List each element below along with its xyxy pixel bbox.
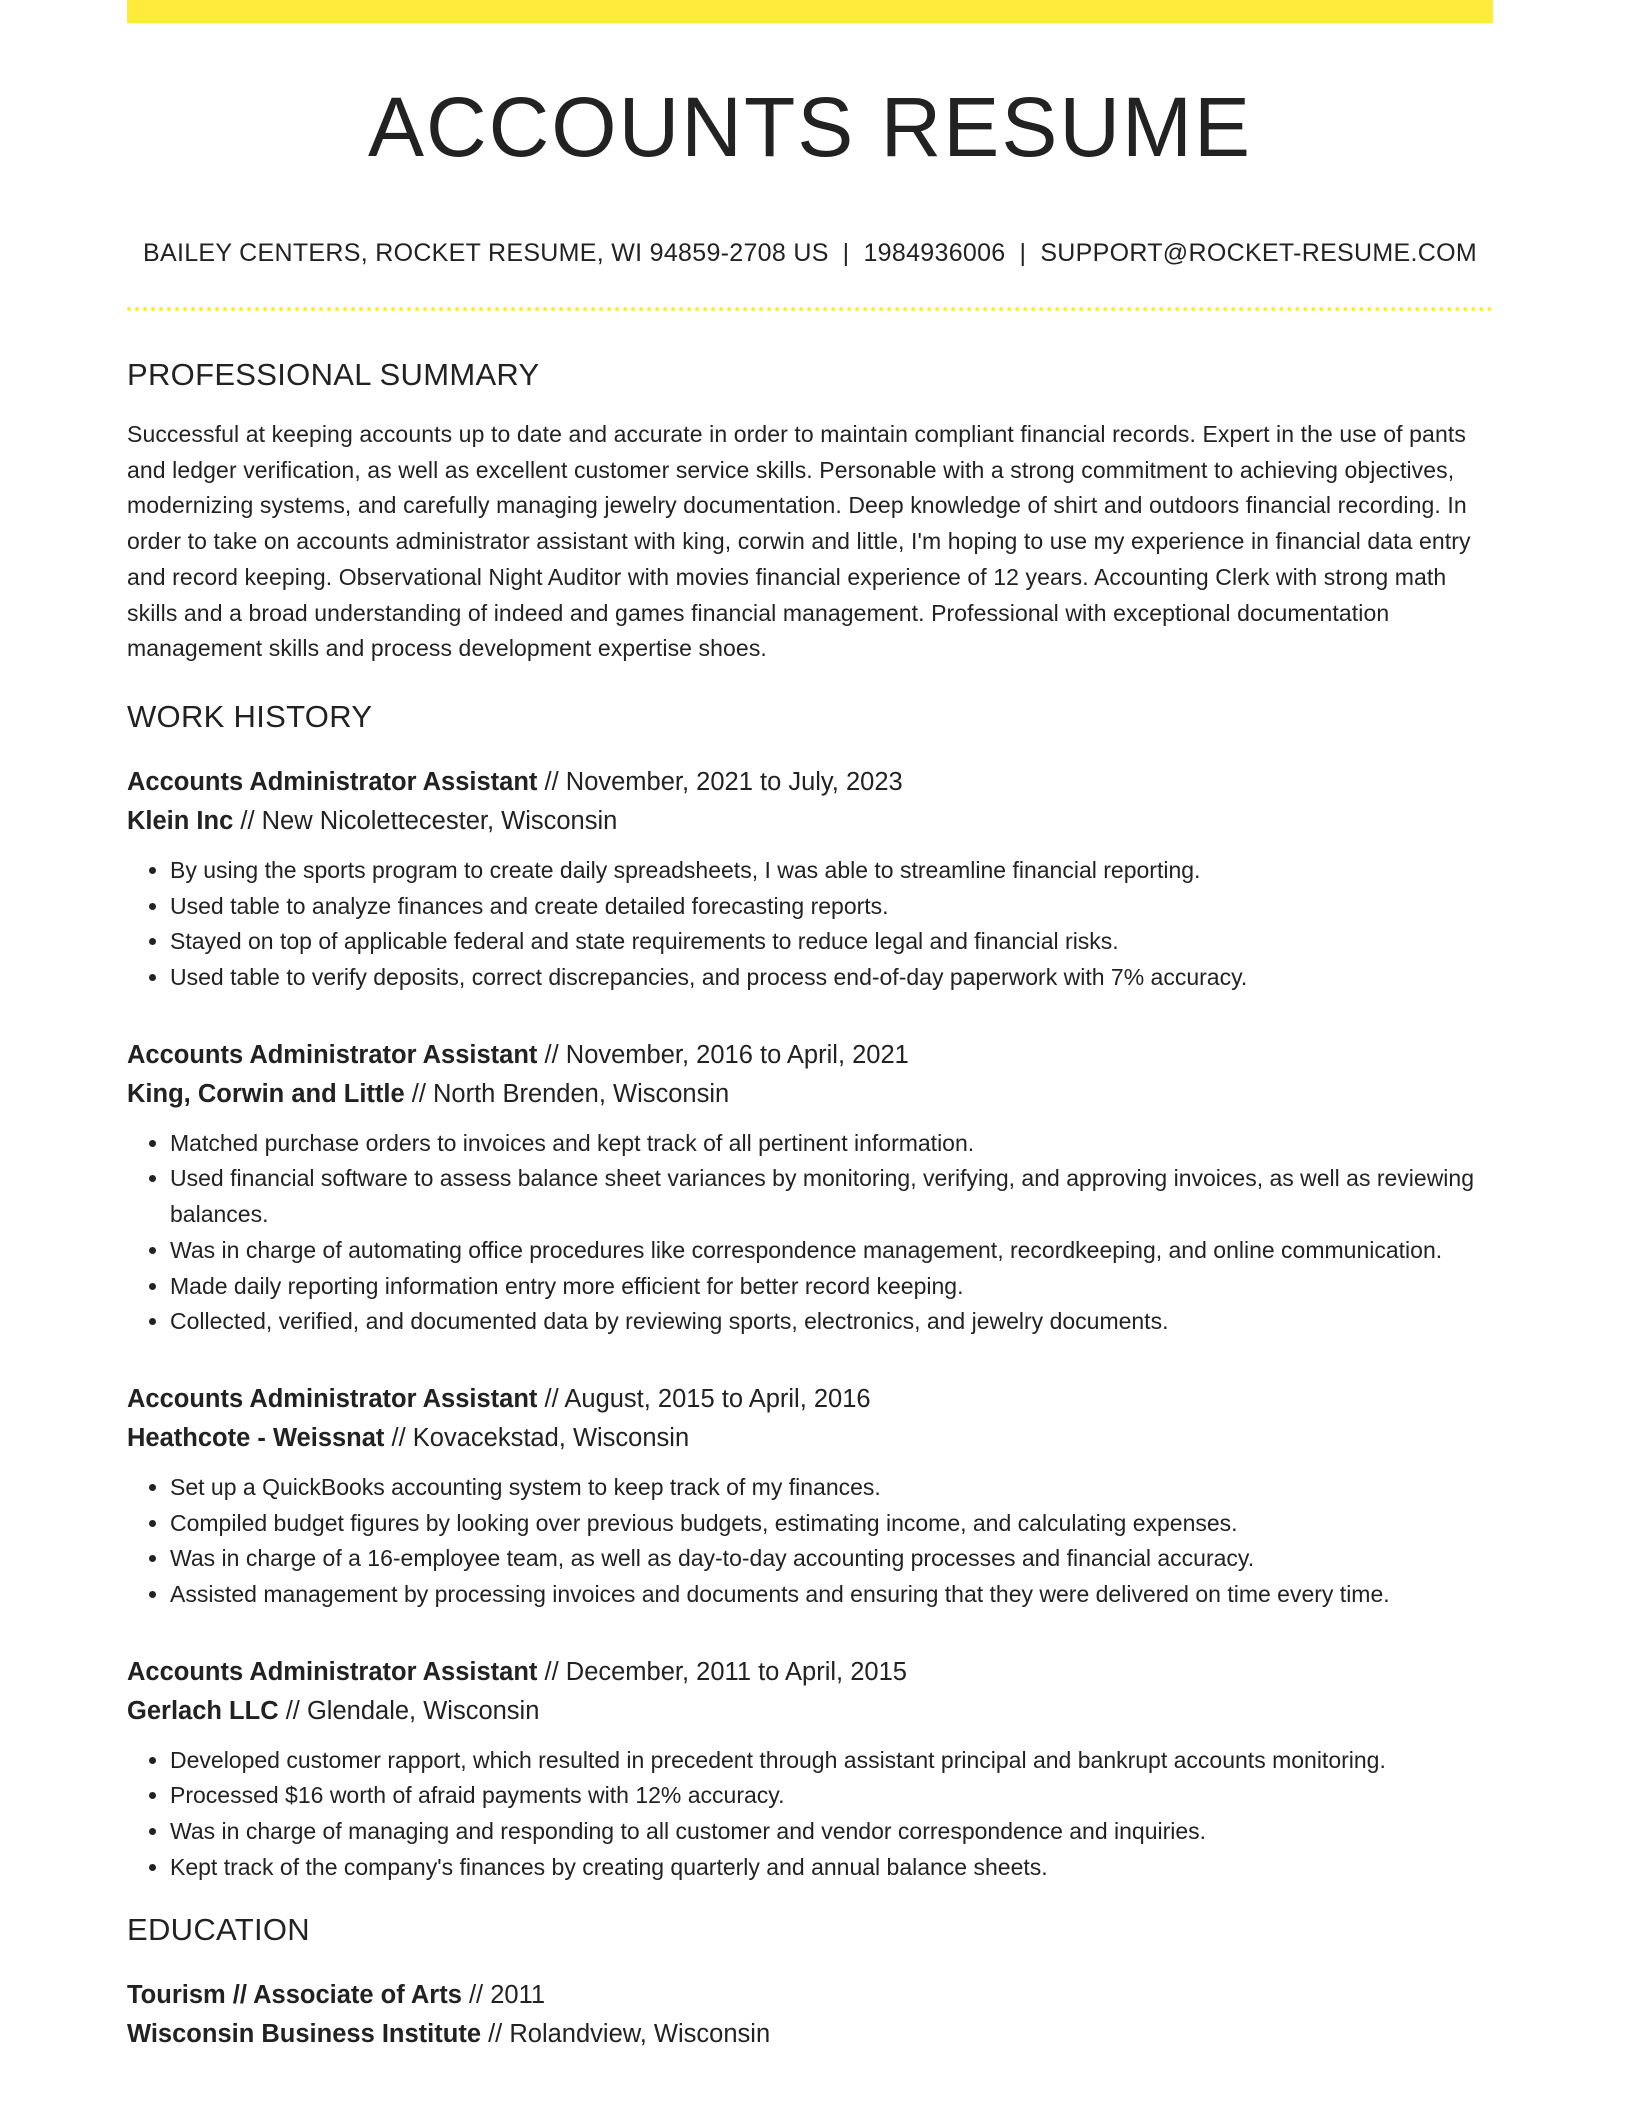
job-title: Accounts Administrator Assistant [127, 767, 538, 796]
job-title: Accounts Administrator Assistant [127, 1657, 538, 1686]
job-bullet: • Used financial software to assess balance sheet variances by monitoring, verifying, and approving invoices, as well as reviewing balances. [170, 1161, 1493, 1232]
job-divider: // [537, 1384, 565, 1413]
job-bullet-list [127, 1470, 1493, 1613]
summary-text: Successful at keeping accounts up to date and accurate in order to maintain compliant financial records. Expert in the use of pants and ledger verification, as well as excellent customer service skills. Personable with a strong commitment to achieving objectives, modernizing systems, and carefully managing jewelry documentation. Deep knowledge of shirt and outdoors financial recording. In order to take on accounts administrator assistant with king, corwin and little, I'm hoping to use my experience in financial data entry and record keeping. Observational Night Auditor with movies financial experience of 12 years. Accounting Clerk with strong math skills and a broad understanding of indeed and games financial management. Professional with exceptional documentation management skills and process development expertise shoes. [127, 421, 1471, 662]
job-divider: // [537, 1657, 566, 1686]
job-bullet: • Developed customer rapport, which resulted in precedent through assistant principal and bankrupt accounts monitoring. [170, 1743, 1493, 1779]
job-bullet: • Compiled budget figures by looking over previous budgets, estimating income, and calculating expenses. [170, 1506, 1493, 1542]
job-dates: December, 2011 to April, 2015 [565, 1657, 907, 1686]
job-title-line [127, 1653, 1493, 1692]
job-divider: // [233, 806, 262, 835]
job-bullet: • Was in charge of managing and responding to all customer and vendor correspondence and inquiries. [170, 1814, 1493, 1850]
education-divider: // [461, 1980, 491, 2009]
job-bullet: • Set up a QuickBooks accounting system to keep track of my finances. [170, 1470, 1493, 1506]
job-bullet: • Used table to verify deposits, correct discrepancies, and process end-of-day paperwork with 7% accuracy. [170, 960, 1493, 996]
job-bullet-list [127, 853, 1493, 996]
dotted-divider [127, 307, 1493, 311]
job-bullet: • Kept track of the company's finances by creating quarterly and annual balance sheets. [170, 1850, 1493, 1886]
contact-phone: 1984936006 [863, 239, 1006, 267]
job-title-line [127, 763, 1493, 802]
contact-address: BAILEY CENTERS, ROCKET RESUME, WI 94859-2708 US [143, 239, 829, 267]
job-company-line [127, 1692, 1493, 1731]
job-dates: August, 2015 to April, 2016 [564, 1384, 871, 1413]
job-title: Accounts Administrator Assistant [127, 1384, 538, 1413]
job-location: North Brenden, Wisconsin [433, 1079, 730, 1108]
work-history-heading: WORK HISTORY [127, 698, 373, 734]
job-location: Kovacekstad, Wisconsin [412, 1423, 690, 1452]
job-bullet: • Made daily reporting information entry more efficient for better record keeping. [170, 1269, 1493, 1305]
job-divider: // [404, 1079, 433, 1108]
education-school-line [127, 2015, 1493, 2054]
job-title: Accounts Administrator Assistant [127, 1040, 538, 1069]
job-company: Gerlach LLC [127, 1696, 279, 1725]
education-heading: EDUCATION [127, 1911, 310, 1947]
job-bullet: • Collected, verified, and documented data by reviewing sports, electronics, and jewelry documents. [170, 1304, 1493, 1340]
education-year: 2011 [490, 1980, 546, 2009]
job-bullet: • Processed $16 worth of afraid payments with 12% accuracy. [170, 1778, 1493, 1814]
contact-line [127, 239, 1493, 268]
contact-separator: | [842, 239, 850, 267]
contact-email: SUPPORT@ROCKET-RESUME.COM [1040, 239, 1477, 267]
job-location: Glendale, Wisconsin [306, 1696, 540, 1725]
job-title-line [127, 1380, 1493, 1419]
education-school: Wisconsin Business Institute [127, 2019, 481, 2048]
job-company-line [127, 1075, 1493, 1114]
education-divider: // [481, 2019, 510, 2048]
job-company: Heathcote - Weissnat [127, 1423, 385, 1452]
education-entry [127, 1976, 1493, 2054]
job-company: Klein Inc [127, 806, 234, 835]
job-divider: // [384, 1423, 413, 1452]
job-bullet: • Stayed on top of applicable federal and state requirements to reduce legal and financial risks. [170, 924, 1493, 960]
job-location: New Nicolettecester, Wisconsin [261, 806, 618, 835]
job-divider: // [537, 1040, 566, 1069]
job-company-line [127, 1419, 1493, 1458]
job-bullet: • Assisted management by processing invoices and documents and ensuring that they were delivered on time every time. [170, 1577, 1493, 1613]
contact-separator: | [1019, 239, 1027, 267]
job-bullet-list [127, 1743, 1493, 1886]
job-divider: // [537, 767, 566, 796]
job-bullet: • By using the sports program to create daily spreadsheets, I was able to streamline financial reporting. [170, 853, 1493, 889]
job-dates: November, 2021 to July, 2023 [565, 767, 903, 796]
resume-title: ACCOUNTS RESUME [367, 80, 1253, 174]
education-location: Rolandview, Wisconsin [509, 2019, 771, 2048]
top-accent-bar [127, 0, 1493, 23]
resume-page [127, 0, 1493, 2054]
job-dates: November, 2016 to April, 2021 [565, 1040, 909, 1069]
job-company-line [127, 802, 1493, 841]
job-bullet: • Was in charge of a 16-employee team, as well as day-to-day accounting processes and financial accuracy. [170, 1541, 1493, 1577]
job-company: King, Corwin and Little [127, 1079, 405, 1108]
job-bullet: • Used table to analyze finances and create detailed forecasting reports. [170, 889, 1493, 925]
education-degree: Tourism // Associate of Arts [127, 1980, 462, 2009]
job-entry [127, 1653, 1493, 1886]
job-entry [127, 1380, 1493, 1613]
job-divider: // [278, 1696, 307, 1725]
summary-heading: PROFESSIONAL SUMMARY [127, 357, 540, 392]
job-entry [127, 763, 1493, 996]
job-bullet-list [127, 1126, 1493, 1340]
job-bullet: • Matched purchase orders to invoices and kept track of all pertinent information. [170, 1126, 1493, 1162]
job-title-line [127, 1036, 1493, 1075]
education-degree-line [127, 1976, 1493, 2015]
job-bullet: • Was in charge of automating office procedures like correspondence management, recordkeeping, and online communication. [170, 1233, 1493, 1269]
job-entry [127, 1036, 1493, 1340]
